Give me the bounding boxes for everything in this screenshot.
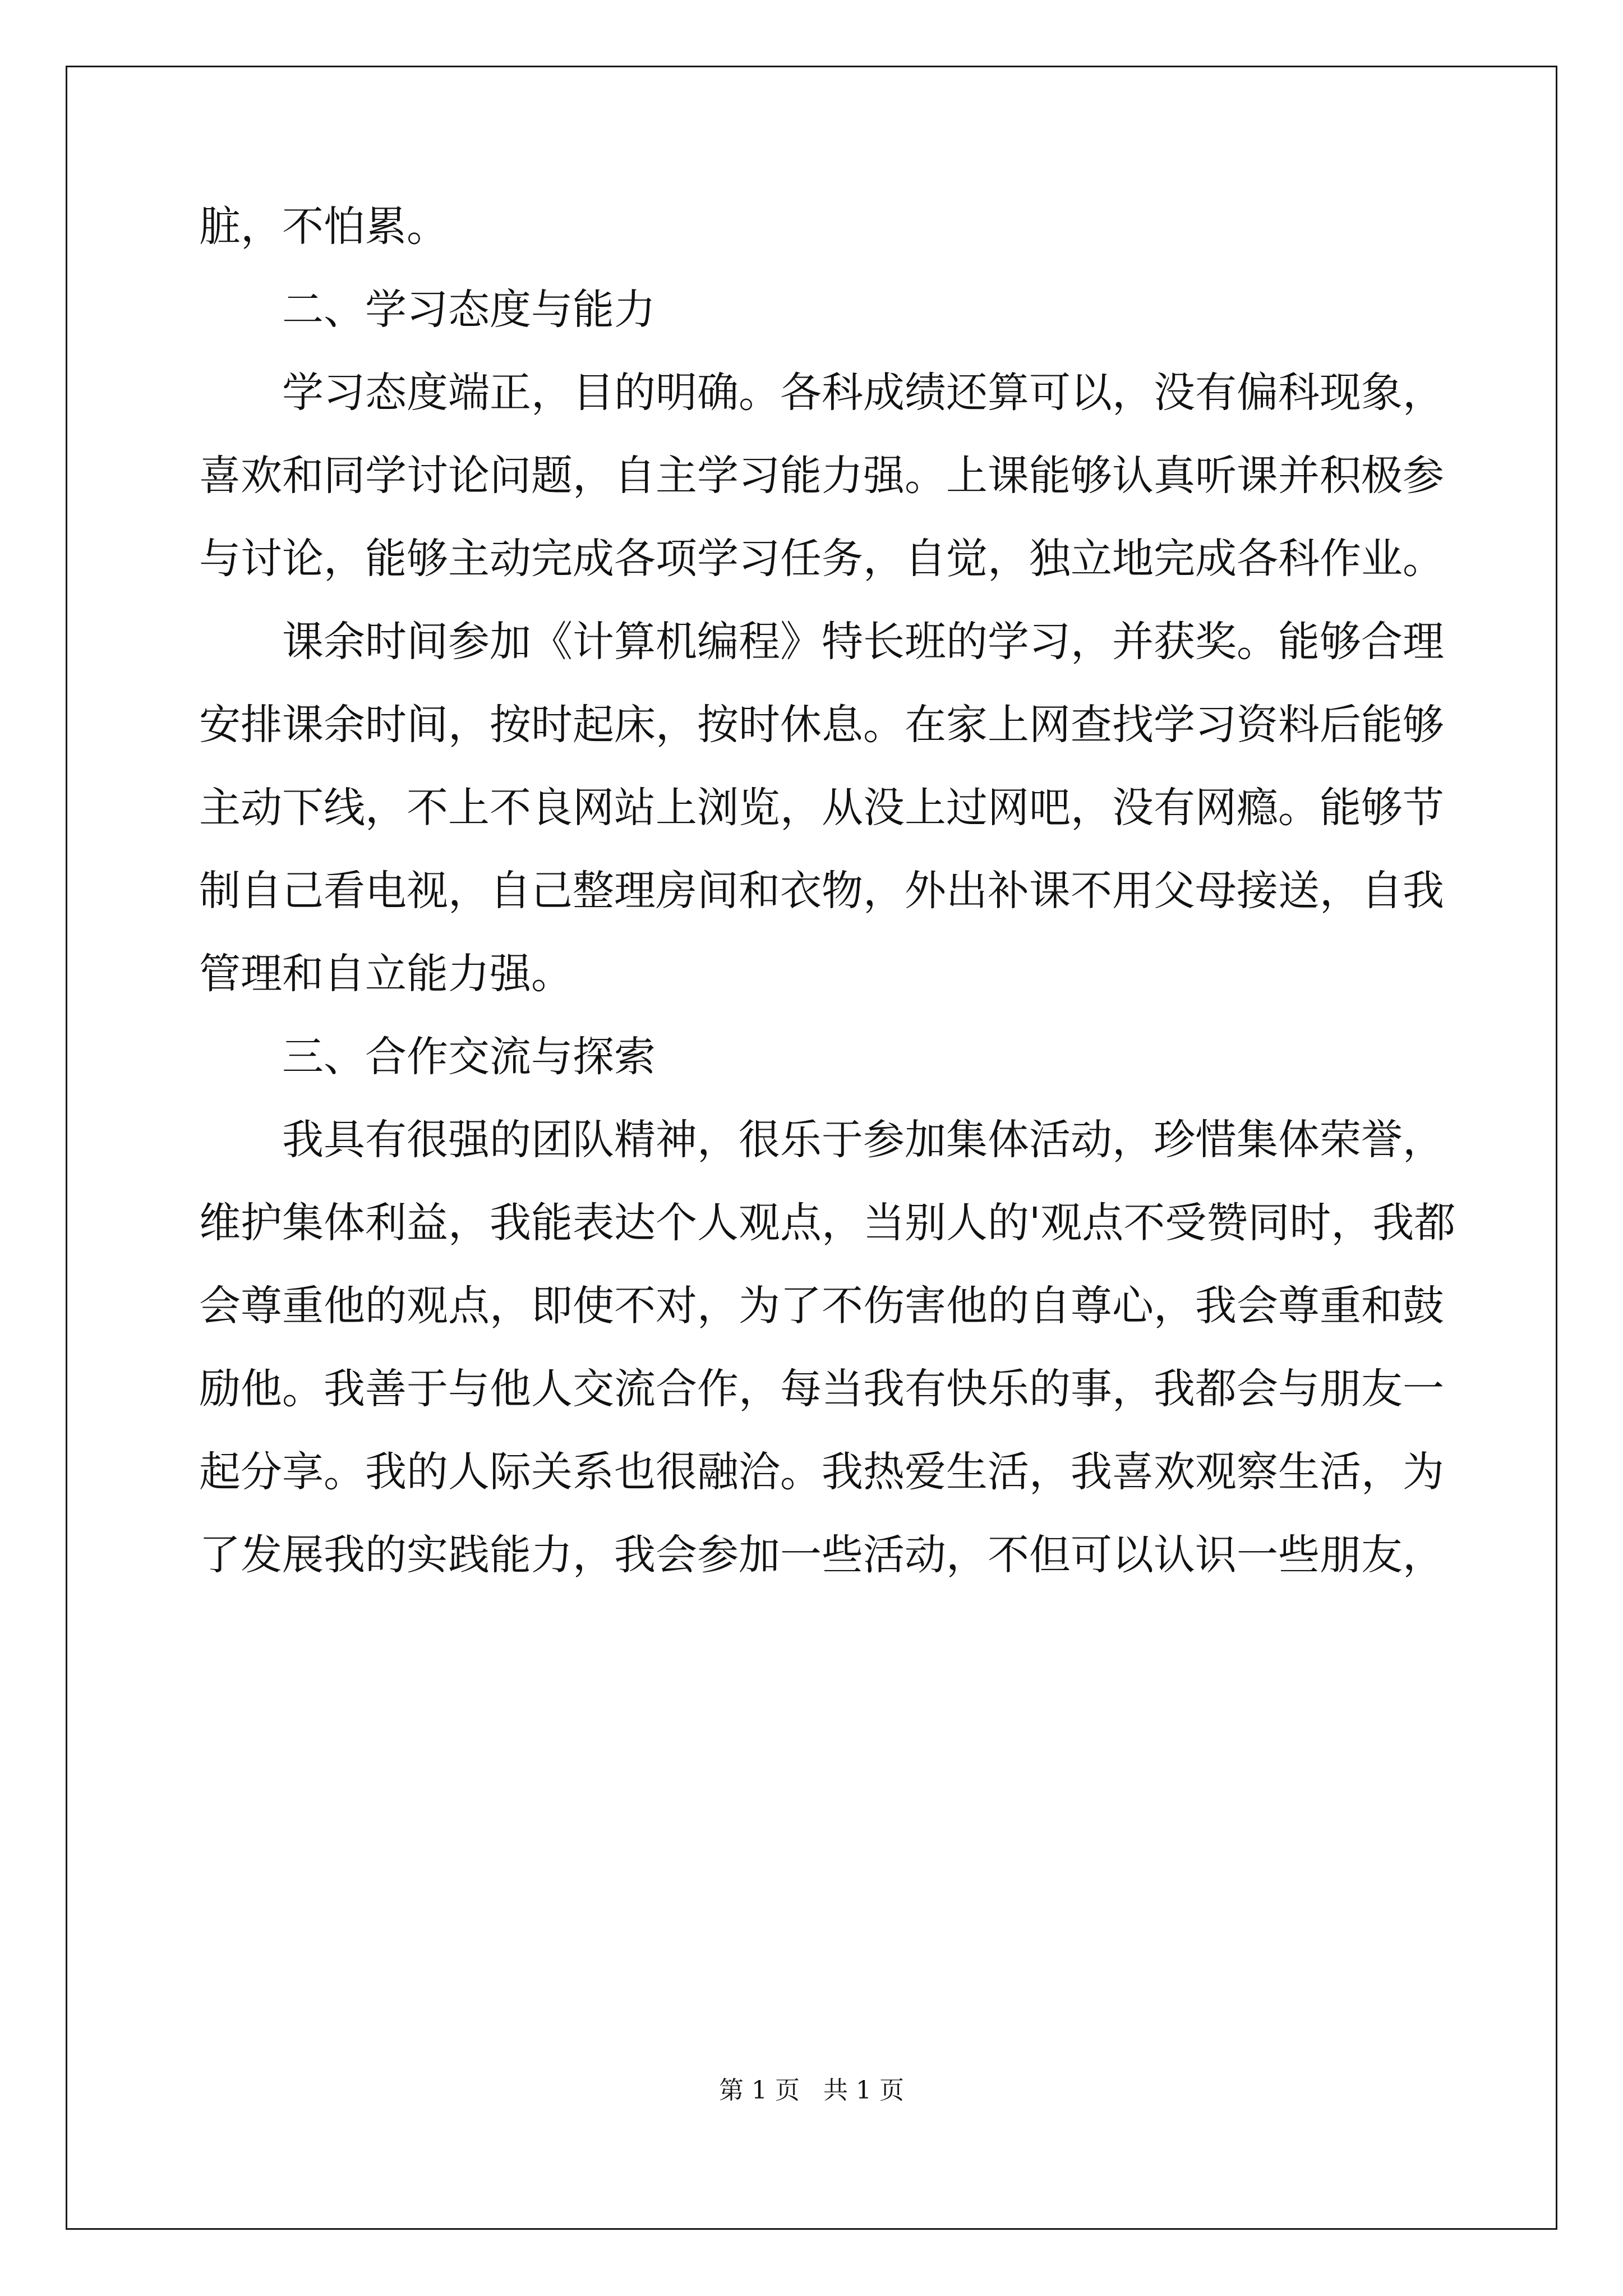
text-line: 安排课余时间，按时起床，按时休息。在家上网查找学习资料后能够 [199,701,1444,749]
text-line: 制自己看电视，自己整理房间和衣物，外出补课不用父母接送，自我 [199,867,1444,915]
text-line: 三、合作交流与探索 [282,1033,656,1081]
text-line: 管理和自立能力强。 [199,950,573,998]
text-line: 脏，不怕累。 [199,203,448,251]
text-line: 起分享。我的人际关系也很融洽。我热爱生活，我喜欢观察生活，为 [199,1448,1444,1496]
text-line: 课余时间参加《计算机编程》特长班的学习，并获奖。能够合理 [282,618,1444,666]
text-line: 学习态度端正，目的明确。各科成绩还算可以，没有偏科现象， [282,369,1444,417]
document-body [199,185,1456,1596]
text-line: 与讨论，能够主动完成各项学习任务，自觉，独立地完成各科作业。 [199,535,1444,583]
text-line: 二、学习态度与能力 [282,286,656,334]
text-line: 励他。我善于与他人交流合作，每当我有快乐的事，我都会与朋友一 [199,1365,1444,1413]
text-line: 会尊重他的观点，即使不对，为了不伤害他的自尊心，我会尊重和鼓 [199,1282,1444,1330]
text-line: 了发展我的实践能力，我会参加一些活动，不但可以认识一些朋友， [199,1531,1444,1579]
page-footer: 第 1 页 共 1 页 [719,2076,904,2105]
text-line: 维护集体利益，我能表达个人观点，当别人的'观点不受赞同时，我都 [199,1199,1456,1247]
text-line: 主动下线，不上不良网站上浏览，从没上过网吧，没有网瘾。能够节 [199,784,1444,832]
text-line: 喜欢和同学讨论问题，自主学习能力强。上课能够认真听课并积极参 [199,452,1444,500]
text-line: 我具有很强的团队精神，很乐于参加集体活动，珍惜集体荣誉， [282,1116,1444,1164]
